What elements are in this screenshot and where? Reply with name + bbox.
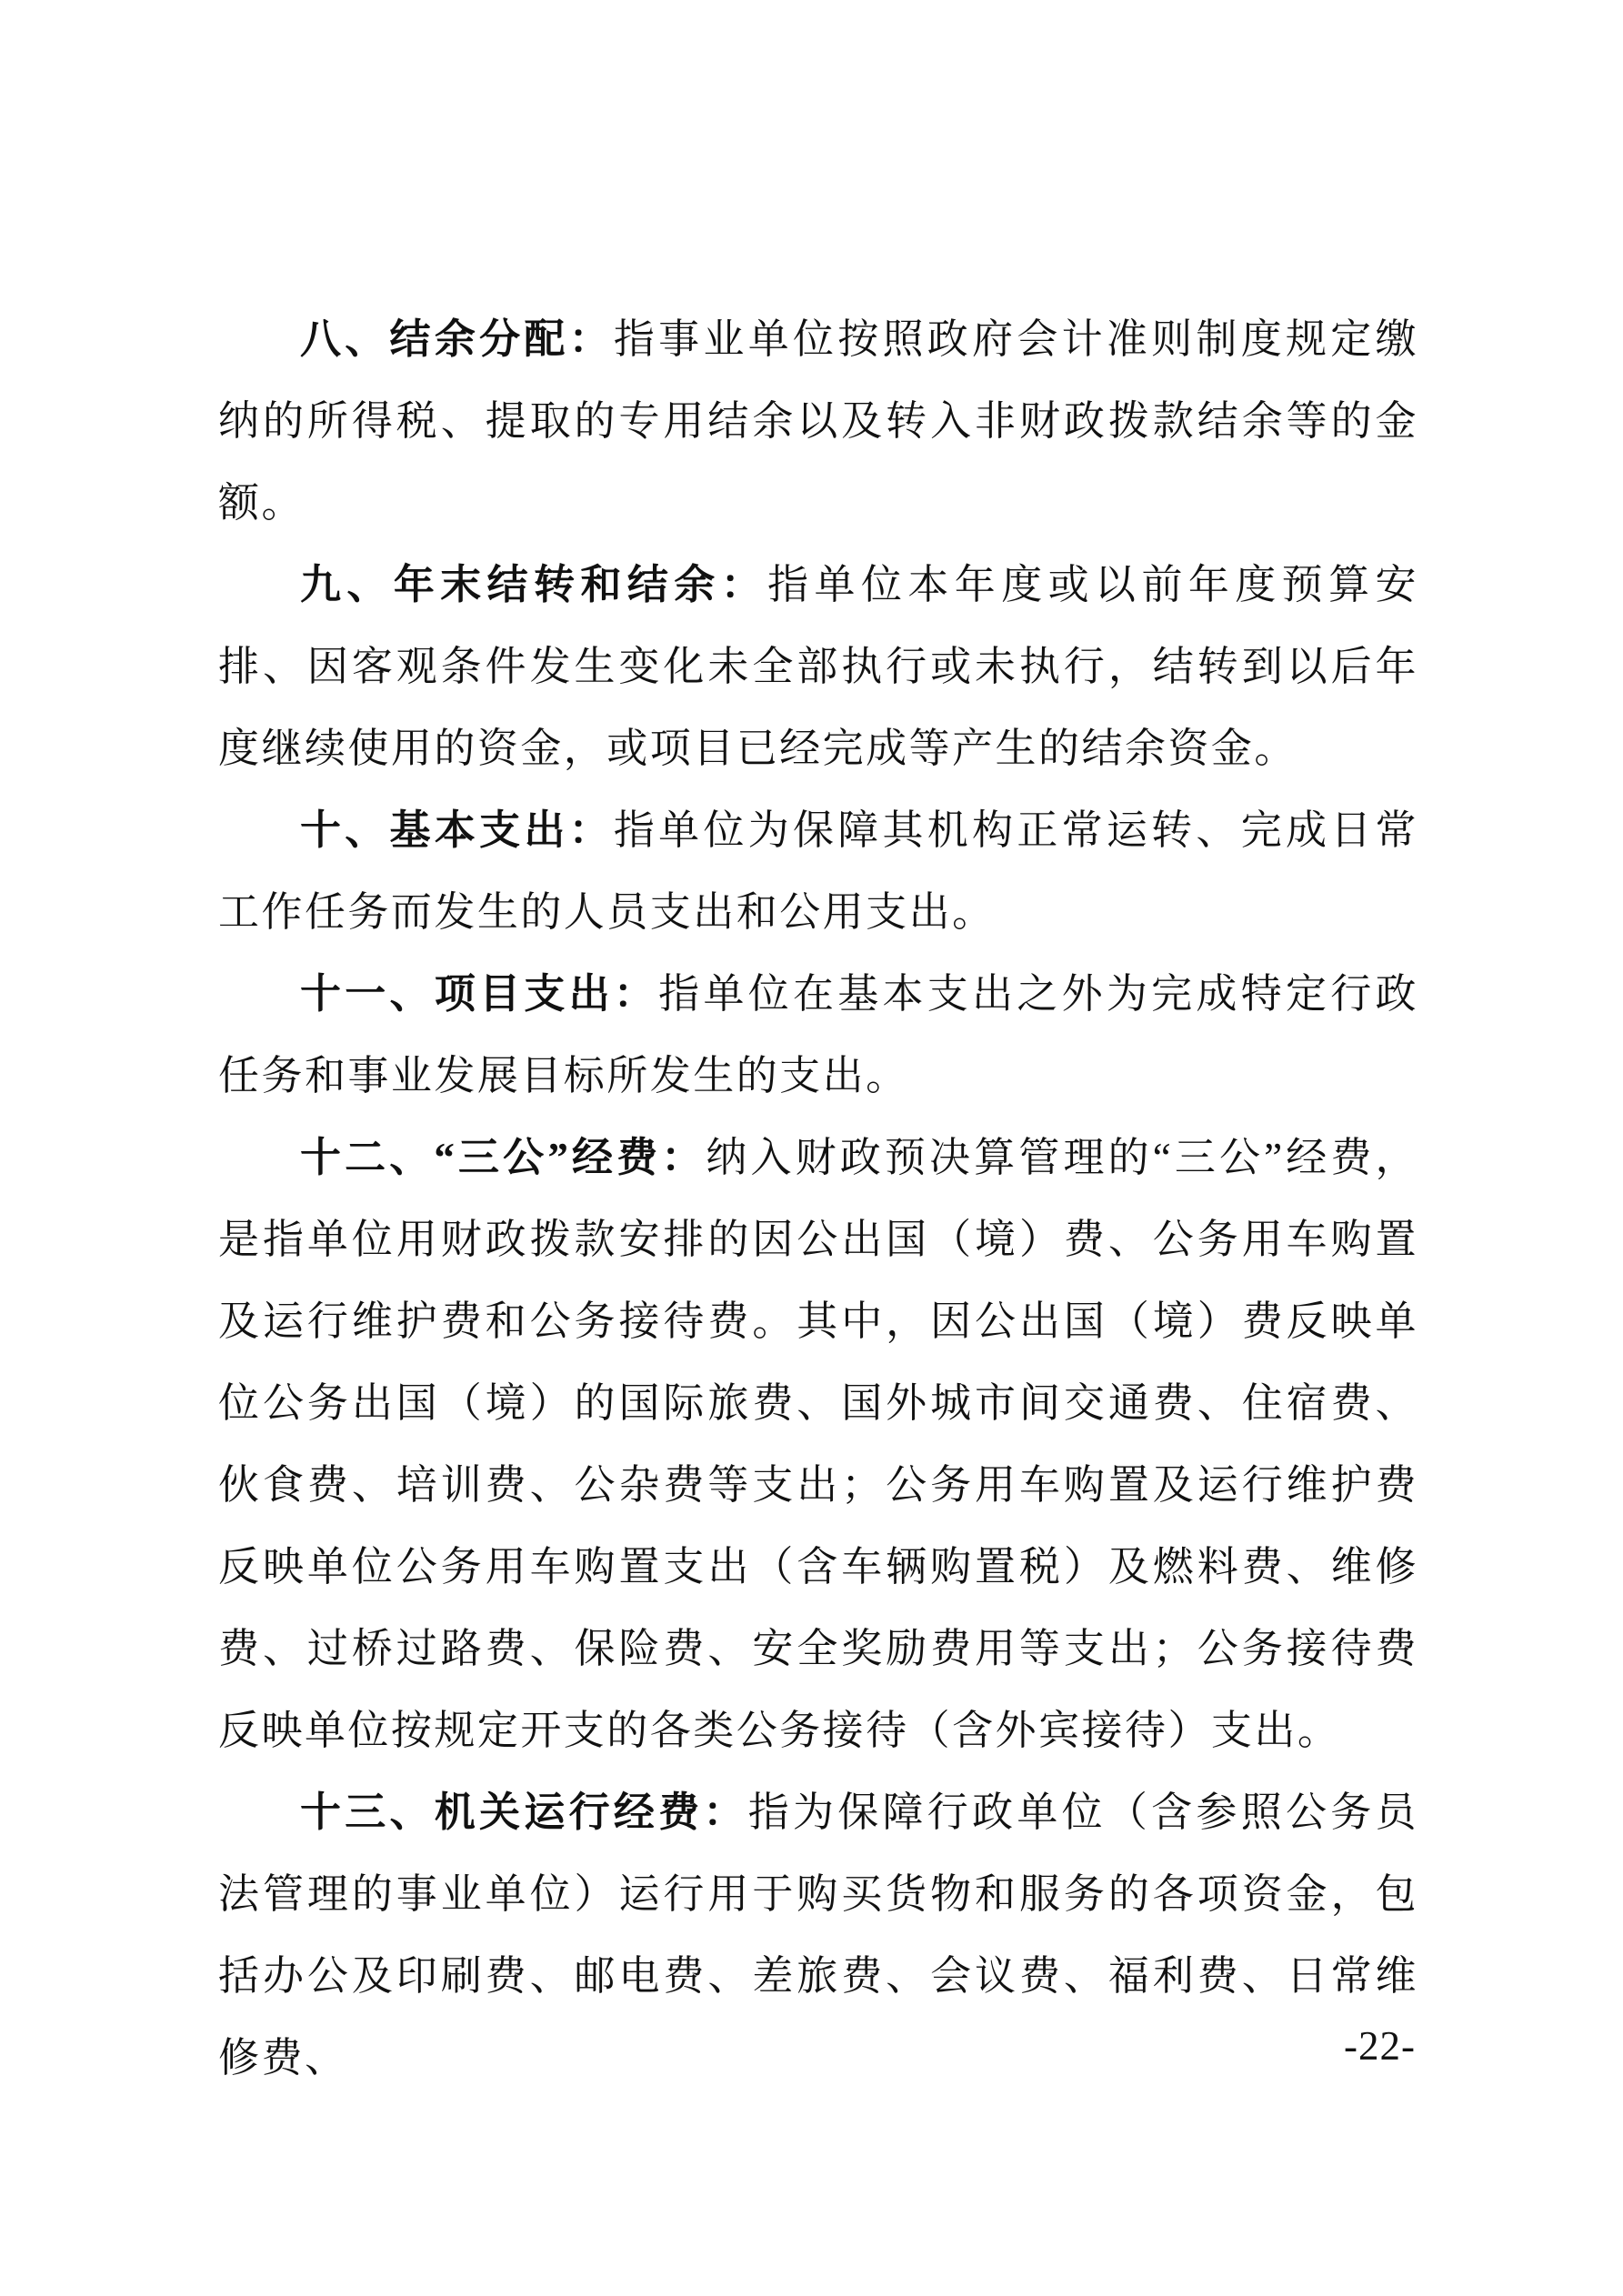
definition-para-basic-expenditure [218, 789, 1418, 953]
definition-para-surplus-distribution [218, 298, 1418, 544]
page-number: -22- [1344, 2023, 1416, 2069]
term-definition-surplus-distribution: 指事业单位按照政府会计准则制度规定缴纳的所得税、提取的专用结余以及转入非财政拨款结余等的金额。 [218, 316, 1418, 526]
term-definition-three-public-funds: 纳入财政预决算管理的“三公”经费，是指单位用财政拨款安排的因公出国（境）费、公务用车购置及运行维护费和公务接待费。其中，因公出国（境）费反映单位公务出国（境）的国际旅费、国外城市间交通费、住宿费、伙食费、培训费、公杂费等支出；公务用车购置及运行维护费反映单位公务用车购置支出（含车辆购置税）及燃料费、维修费、过桥过路费、保险费、安全奖励费用等支出；公务接待费反映单位按规定开支的各类公务接待（含外宾接待）支出。 [218, 1135, 1418, 1753]
definition-para-three-public-funds [218, 1117, 1418, 1771]
term-label-basic-expenditure: 十、基本支出： [300, 807, 614, 853]
term-definition-agency-operating-funds: 指为保障行政单位（含参照公务员法管理的事业单位）运行用于购买货物和服务的各项资金，包括办公及印刷费、邮电费、差旅费、会议费、福利费、日常维修费、 [218, 1790, 1418, 2080]
term-definition-basic-expenditure: 指单位为保障其机构正常运转、完成日常工作任务而发生的人员支出和公用支出。 [218, 807, 1418, 935]
term-label-year-end-carryover: 九、年末结转和结余： [300, 562, 768, 607]
term-definition-project-expenditure: 指单位在基本支出之外为完成特定行政任务和事业发展目标所发生的支出。 [218, 971, 1418, 1098]
term-label-project-expenditure: 十一、项目支出： [300, 971, 659, 1017]
term-definition-year-end-carryover: 指单位本年度或以前年度预算安排、因客观条件发生变化未全部执行或未执行，结转到以后年度继续使用的资金，或项目已经完成等产生的结余资金。 [218, 562, 1418, 771]
definition-para-agency-operating-funds [218, 1771, 1418, 2099]
term-label-surplus-distribution: 八、结余分配： [300, 316, 614, 362]
term-label-three-public-funds: 十二、“三公”经费： [300, 1135, 706, 1180]
document-body [218, 298, 1418, 2099]
definition-para-year-end-carryover [218, 544, 1418, 789]
term-label-agency-operating-funds: 十三、机关运行经费： [300, 1790, 748, 1835]
definition-para-project-expenditure [218, 953, 1418, 1117]
